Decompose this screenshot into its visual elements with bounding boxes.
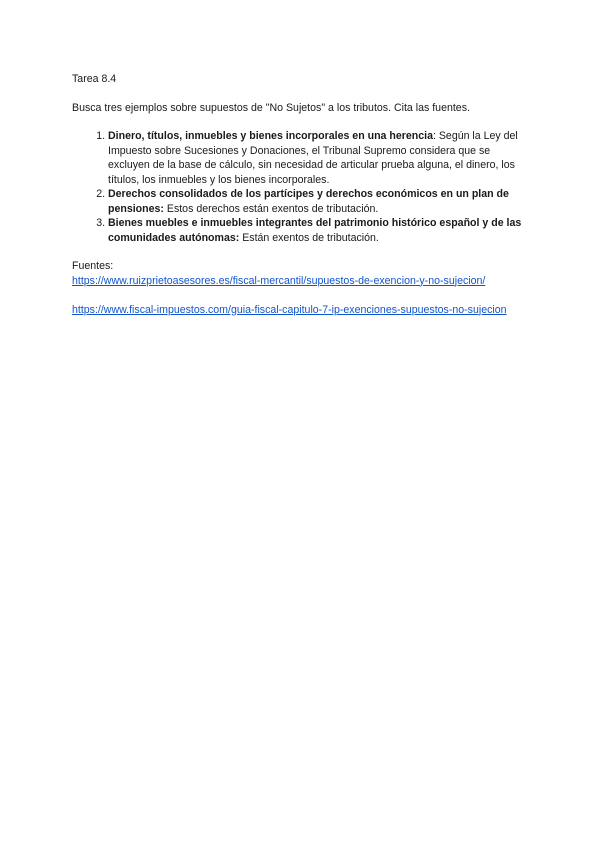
- sources-label: Fuentes:: [72, 260, 114, 272]
- spacer: [72, 288, 532, 303]
- source-link-1[interactable]: https://www.ruizprietoasesores.es/fiscal-mercantil/supuestos-de-exencion-y-no-sujecion/: [72, 274, 486, 287]
- source-link-2[interactable]: https://www.fiscal-impuestos.com/guia-fiscal-capitulo-7-ip-exenciones-supuestos-no-sujecion: [72, 303, 507, 316]
- list-item: [108, 187, 532, 216]
- task-prompt: Busca tres ejemplos sobre supuestos de "No Sujetos" a los tributos. Cita las fuentes.: [72, 101, 470, 114]
- list-item: [108, 129, 532, 187]
- document-body: [72, 72, 532, 317]
- sources-section: [72, 259, 532, 317]
- document-title: Tarea 8.4: [72, 73, 117, 85]
- list-item-text: Estos derechos están exentos de tributación.: [163, 202, 379, 215]
- list-item-text: : Según la Ley del Impuesto sobre Sucesiones y Donaciones, el Tribunal Supremo considera que se excluyen de la base de cálculo, sin necesidad de articular prueba alguna, el dinero, los títulos, los inmuebles y los bienes incorporales.: [108, 130, 518, 186]
- examples-list: [72, 129, 532, 245]
- list-item-text: Están exentos de tributación.: [239, 231, 379, 244]
- list-item-heading: Dinero, títulos, inmuebles y bienes incorporales en una herencia: [108, 130, 433, 142]
- list-item-heading: Derechos consolidados de los partícipes y derechos económicos en un plan de pensiones:: [108, 188, 509, 215]
- list-item: [108, 216, 532, 245]
- list-item-heading: Bienes muebles e inmuebles integrantes del patrimonio histórico español y de las comunidades autónomas:: [108, 217, 522, 244]
